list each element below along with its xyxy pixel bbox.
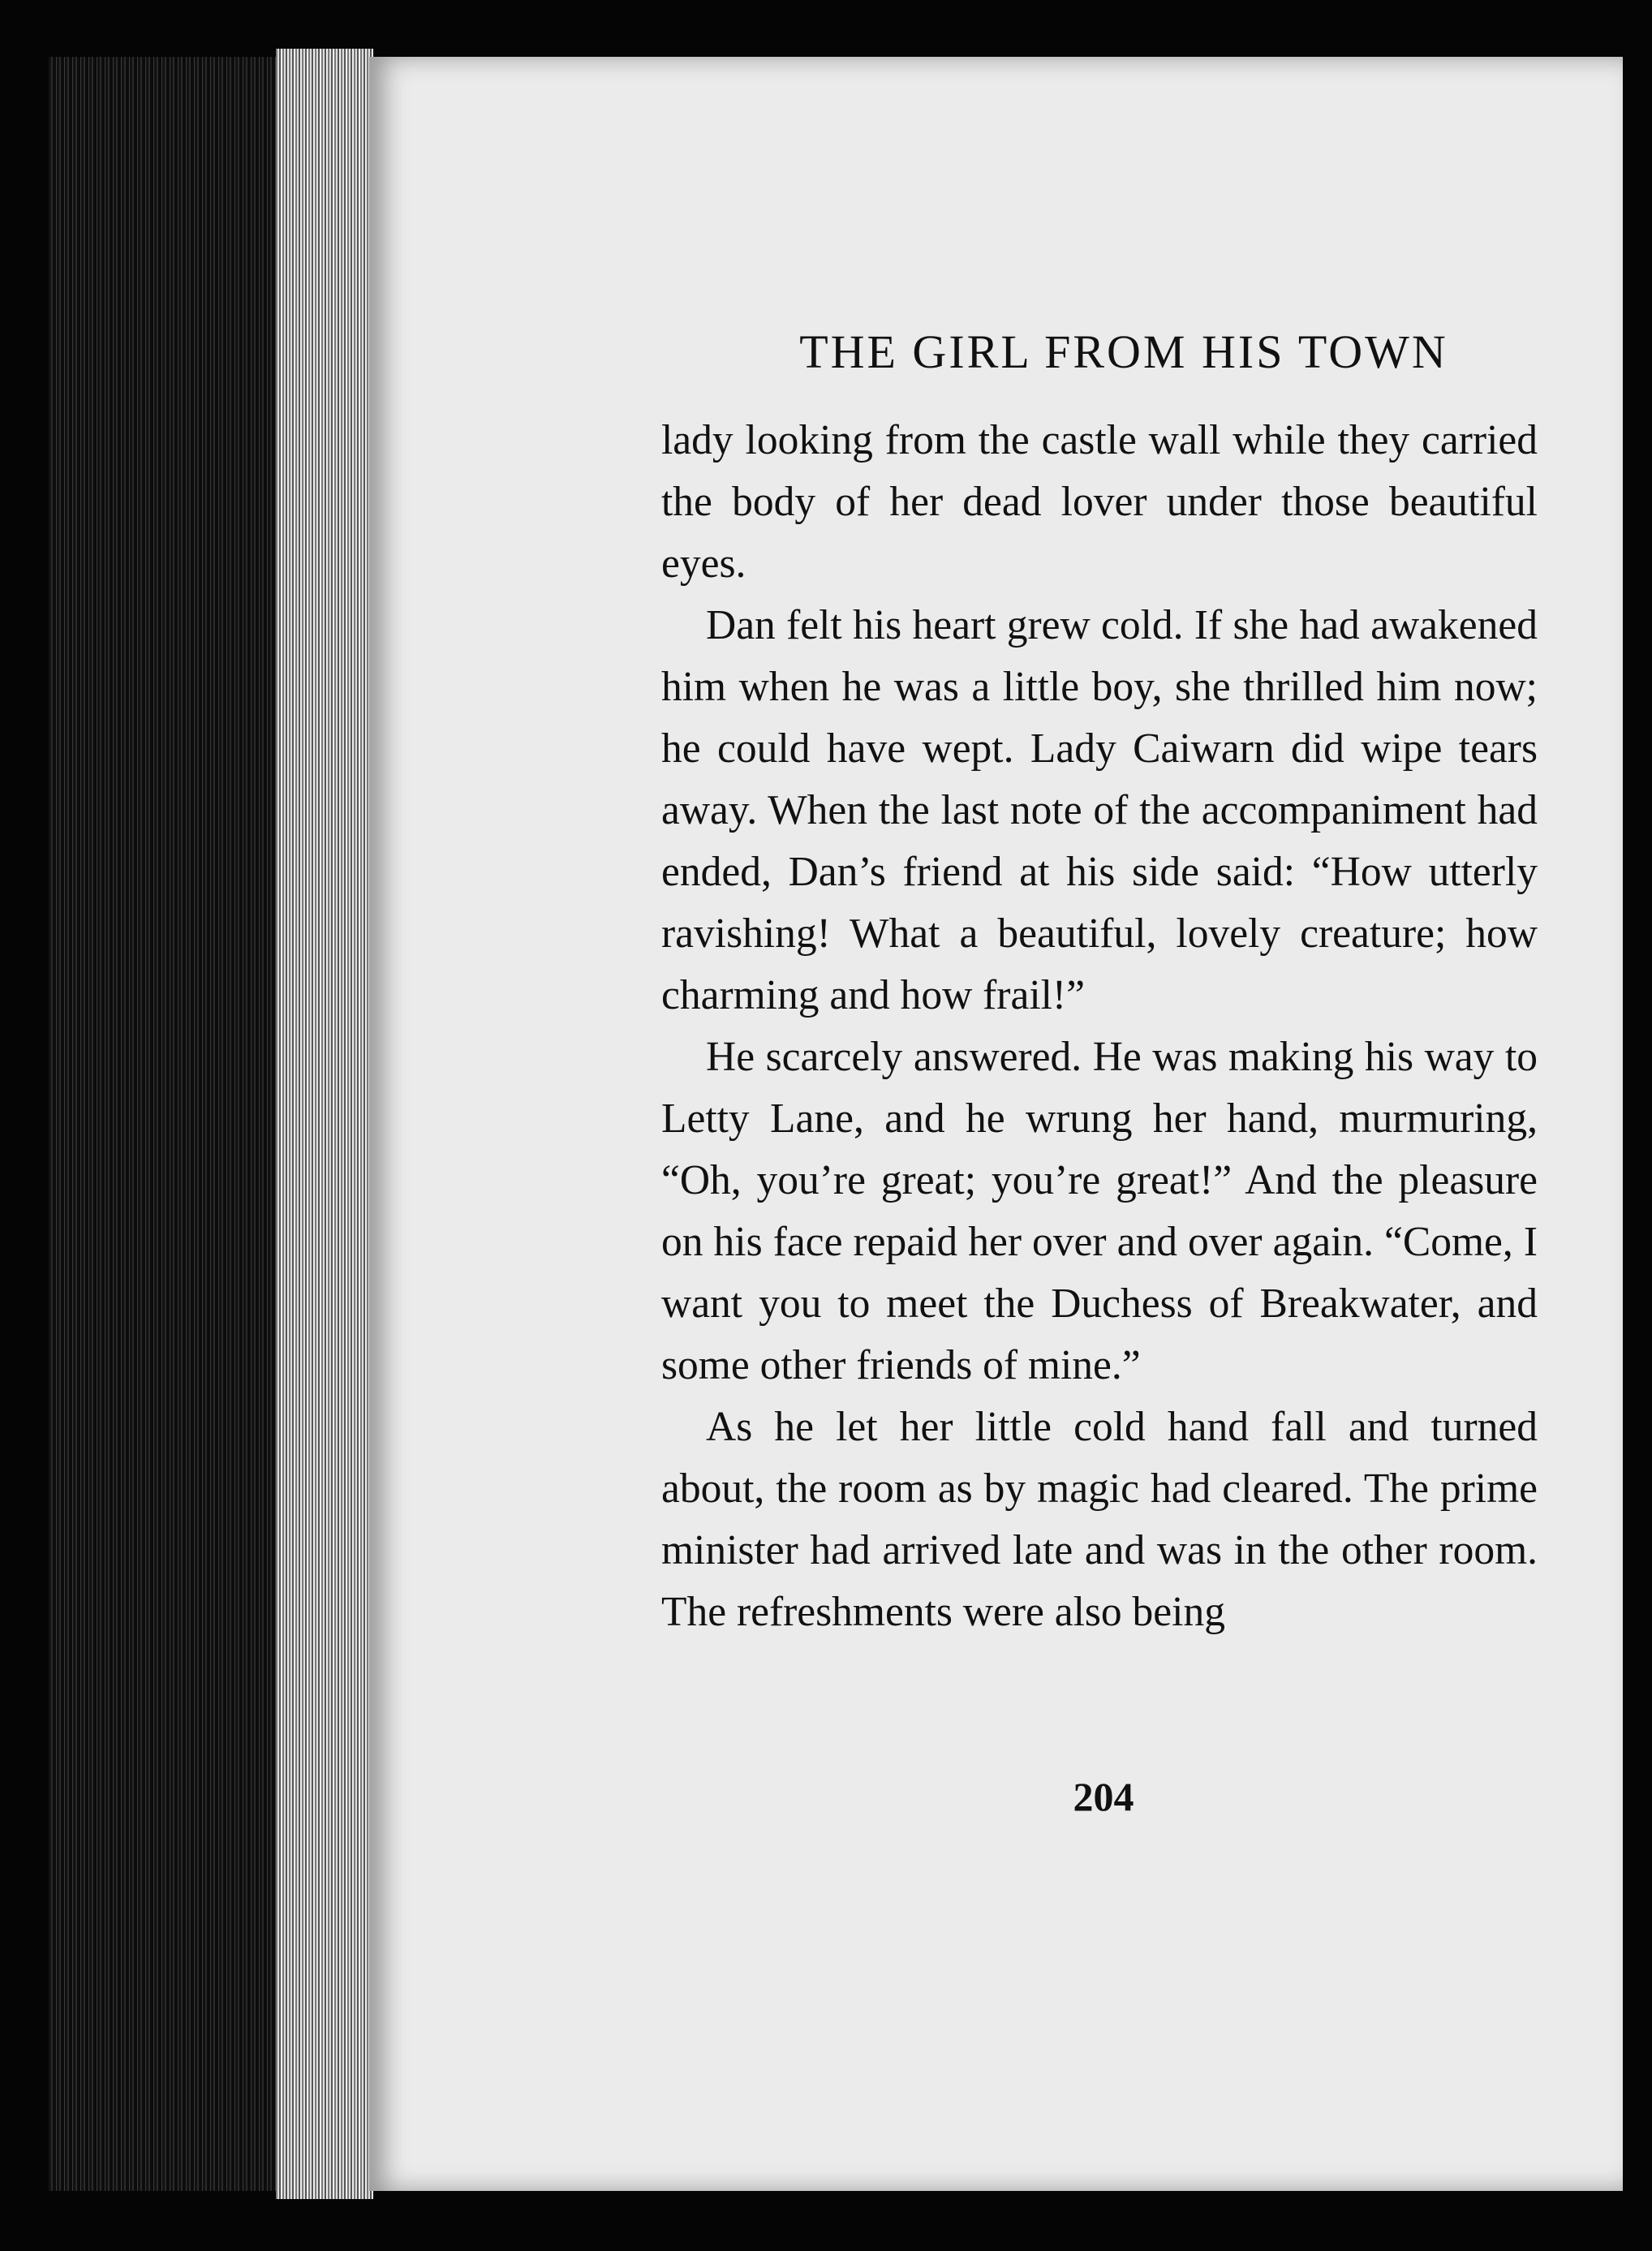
page-number: 204 <box>1073 1774 1134 1819</box>
running-head: THE GIRL FROM HIS TOWN <box>799 325 1448 378</box>
paragraph-1: lady looking from the castle wall while they carried the body of her dead lover under those beautiful eyes. <box>661 417 1538 587</box>
body-text <box>661 410 1538 1643</box>
paragraph-2: Dan felt his heart grew cold. If she had awakened him when he was a little boy, she thrilled him now; he could have wept. Lady Caiwarn did wipe tears away. When the last note of the accompaniment had ended, Dan’s friend at his side said: “How utterly ravishing! What a beautiful, lovely creature; how charming and how frail!” <box>661 602 1538 1018</box>
book-page-edges-highlight <box>276 49 373 2199</box>
paragraph-3: He scarcely answered. He was making his way to Letty Lane, and he wrung her hand, murmuring, “Oh, you’re great; you’re great!” And the pleasure on his face repaid her over and over again. “Come, I want you to meet the Duchess of Breakwater, and some other friends of mine.” <box>661 1034 1538 1388</box>
paragraph-4: As he let her little cold hand fall and turned about, the room as by magic had cleared. The prime minister had arrived late and was in the other room. The refreshments were also being <box>661 1404 1538 1635</box>
